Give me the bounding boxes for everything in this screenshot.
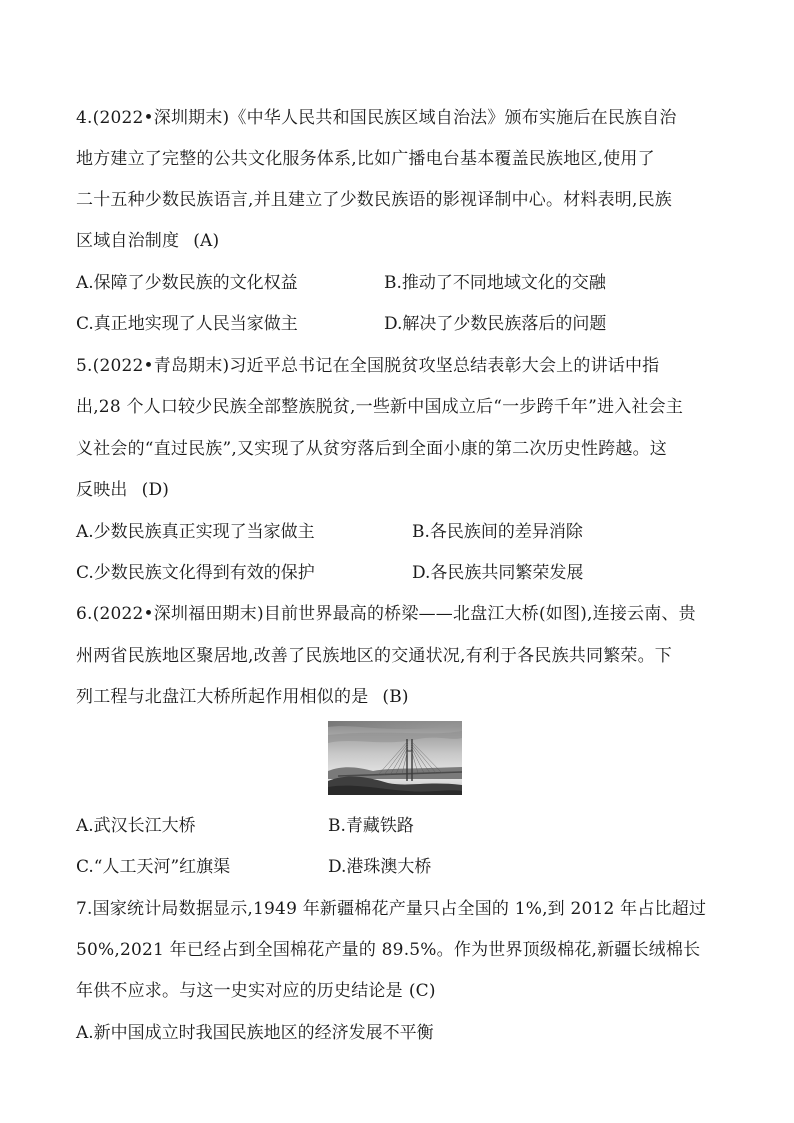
- q5-line-2: 出,28 个人口较少民族全部整族脱贫,一些新中国成立后“一步跨千年”进入社会主: [76, 397, 684, 417]
- q7-line-3: [76, 980, 436, 1002]
- q5-option-b: B.各民族间的差异消除: [412, 522, 583, 542]
- q6-line-1: 6.(2022•深圳福田期末)目前世界最高的桥梁——北盘江大桥(如图),连接云南、贵: [76, 604, 696, 624]
- q7-line-2: 50%,2021 年已经占到全国棉花产量的 89.5%。作为世界顶级棉花,新疆长绒棉长: [76, 940, 701, 960]
- q5-option-c: C.少数民族文化得到有效的保护: [76, 563, 315, 583]
- q4-option-c: C.真正地实现了人民当家做主: [76, 314, 298, 334]
- q6-option-c: C.“人工天河”红旗渠: [76, 857, 231, 877]
- q4-line-1: 4.(2022•深圳期末)《中华人民共和国民族区域自治法》颁布实施后在民族自治: [76, 108, 677, 128]
- q4-answer: (A): [193, 231, 220, 251]
- q6-answer: (B): [382, 687, 409, 707]
- q7-stem-end: 年供不应求。与这一史实对应的历史结论是: [76, 981, 403, 1001]
- q4-line-4: [76, 230, 219, 252]
- q7-answer: (C): [408, 981, 436, 1001]
- q4-option-b: B.推动了不同地域文化的交融: [384, 273, 606, 293]
- q4-line-3: 二十五种少数民族语言,并且建立了少数民族语的影视译制中心。材料表明,民族: [76, 190, 673, 210]
- q6-option-b: B.青藏铁路: [328, 816, 414, 836]
- q7-option-a: A.新中国成立时我国民族地区的经济发展不平衡: [76, 1023, 434, 1043]
- q5-line-4: [76, 479, 169, 501]
- q4-option-d: D.解决了少数民族落后的问题: [384, 314, 607, 334]
- q6-line-3: [76, 686, 409, 708]
- q6-line-2: 州两省民族地区聚居地,改善了民族地区的交通状况,有利于各民族共同繁荣。下: [76, 646, 673, 666]
- q7-line-1: 7.国家统计局数据显示,1949 年新疆棉花产量只占全国的 1%,到 2012 年占比超过: [76, 899, 707, 919]
- bridge-photo: [328, 721, 462, 795]
- q5-option-d: D.各民族共同繁荣发展: [412, 563, 584, 583]
- q5-stem-end: 反映出: [76, 480, 128, 500]
- q4-option-a: A.保障了少数民族的文化权益: [76, 273, 298, 293]
- q5-line-1: 5.(2022•青岛期末)习近平总书记在全国脱贫攻坚总结表彰大会上的讲话中指: [76, 356, 660, 376]
- q5-option-a: A.少数民族真正实现了当家做主: [76, 522, 315, 542]
- q6-option-a: A.武汉长江大桥: [76, 816, 196, 836]
- q4-line-2: 地方建立了完整的公共文化服务体系,比如广播电台基本覆盖民族地区,使用了: [76, 149, 655, 169]
- q6-stem-end: 列工程与北盘江大桥所起作用相似的是: [76, 687, 369, 707]
- q6-option-d: D.港珠澳大桥: [328, 857, 432, 877]
- q4-stem-end: 区域自治制度: [76, 231, 180, 251]
- q5-answer: (D): [141, 480, 170, 500]
- q5-line-3: 义社会的“直过民族”,又实现了从贫穷落后到全面小康的第二次历史性跨越。这: [76, 439, 667, 459]
